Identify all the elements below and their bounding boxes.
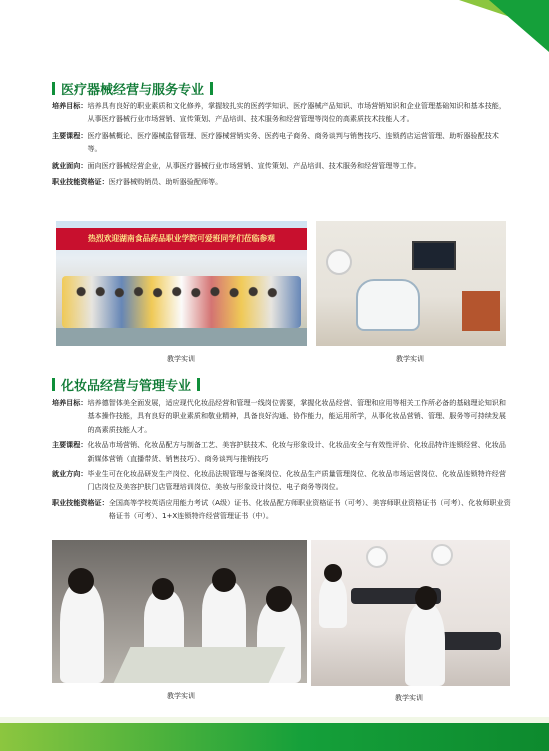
corner-decoration bbox=[489, 0, 549, 52]
photo-student-head bbox=[266, 586, 292, 612]
row-certificates bbox=[52, 496, 512, 523]
section-title: 医疗器械经营与服务专业 bbox=[61, 82, 205, 98]
photo-people bbox=[62, 276, 301, 328]
section-cosmetics bbox=[52, 375, 512, 393]
row-employment bbox=[52, 159, 512, 172]
photo-lab-practice bbox=[52, 540, 307, 683]
caption-photo3: 教学实训 bbox=[167, 692, 195, 700]
photo-student bbox=[60, 582, 104, 683]
row-label: 主要课程： bbox=[52, 440, 88, 450]
row-label: 培养目标： bbox=[52, 101, 88, 110]
row-label: 就业面向： bbox=[52, 160, 88, 170]
photo-student-head bbox=[212, 568, 236, 592]
photo-lamp bbox=[366, 546, 388, 568]
row-training-goal bbox=[52, 396, 512, 436]
heading-bar-left bbox=[52, 82, 55, 95]
photo-person-head bbox=[324, 564, 342, 582]
section-title: 化妆品经营与管理专业 bbox=[61, 378, 192, 394]
photo-chair bbox=[356, 279, 420, 331]
photo-clinic-room bbox=[316, 221, 506, 346]
heading-bar-left bbox=[52, 378, 55, 391]
photo-person bbox=[319, 576, 347, 628]
photo-student-head bbox=[152, 578, 174, 600]
heading-bar-right bbox=[197, 378, 200, 391]
caption-photo1: 教学实训 bbox=[167, 355, 195, 363]
photo-bench bbox=[114, 647, 286, 683]
row-text: 医疗器械概论、医疗器械监督管理、医疗器械营销实务、医药电子商务、商务谈判与销售技巧、连锁药店运营管理、助听器验配技术等。 bbox=[87, 130, 499, 154]
row-label: 主要课程： bbox=[52, 130, 88, 140]
row-text: 毕业生可在化妆品研发生产岗位、化妆品法规管理与备案岗位、化妆品生产质量管理岗位、化妆品市场运营岗位、化妆品连锁特许经营门店岗位及美容护肤门店管理培训岗位、美妆与形象设计岗位、电子商务等岗位。 bbox=[87, 469, 506, 492]
photo-lamp bbox=[326, 249, 352, 275]
photo-monitor bbox=[412, 241, 456, 270]
section-medical-devices bbox=[52, 79, 512, 97]
heading-bar-right bbox=[210, 82, 213, 95]
row-employment bbox=[52, 467, 512, 494]
photo-floor bbox=[56, 328, 307, 346]
photo-person-head bbox=[415, 586, 437, 610]
row-text: 培养德智体美全面发展，适应现代化妆品经营和管理一线岗位需要，掌握化妆品经营、管理和应用等相关工作所必备的基础理论知识和基本操作技能，具有良好的职业素质和敬业精神，具备良好沟通、协作能力，能运用所学，从事化妆品营销、管理、服务等可持续发展的高素质技能人才。 bbox=[87, 398, 506, 434]
photo-banner: 热烈欢迎湖南食品药品职业学院可爱班同学们莅临参观 bbox=[56, 228, 307, 250]
row-label: 培养目标： bbox=[52, 398, 88, 407]
row-label: 就业方向： bbox=[52, 469, 88, 479]
row-text: 培养具有良好的职业素质和文化修养，掌握较扎实的医药学知识、医疗器械产品知识、市场营销知识和企业管理基础知识和基本技能，从事医疗器械行业市场营销、宣传策划、产品培训、技术服务和经营管理等岗位的高素质技术技能人才。 bbox=[87, 101, 506, 124]
row-courses bbox=[52, 129, 512, 156]
row-label: 职业技能资格证： bbox=[52, 177, 109, 187]
section-heading bbox=[52, 375, 512, 393]
row-courses bbox=[52, 438, 512, 465]
caption-photo4: 教学实训 bbox=[395, 694, 423, 702]
row-text: 医疗器械购销员、助听器验配师等。 bbox=[108, 177, 223, 187]
row-text: 面向医疗器械经营企业，从事医疗器械行业市场营销、宣传策划、产品培训、技术服务和经营管理等工作。 bbox=[87, 160, 421, 170]
photo-cabinet bbox=[462, 291, 500, 331]
row-label: 职业技能资格证： bbox=[52, 497, 109, 507]
row-certificates bbox=[52, 175, 512, 188]
section-heading bbox=[52, 79, 512, 97]
photo-lamp bbox=[431, 544, 453, 566]
photo-beauty-room bbox=[311, 540, 510, 686]
section2-rows bbox=[52, 396, 512, 523]
row-text: 全国高等学校英语应用能力考试（A级）证书、化妆品配方师职业资格证书（可考）、美容师职业资格证书（可考）、化妆师职业资格证书（可考）、1+X连锁特许经营管理证书（中）。 bbox=[108, 497, 511, 521]
section1-rows bbox=[52, 99, 512, 188]
photo-group-training bbox=[56, 221, 307, 346]
bottom-band bbox=[0, 723, 549, 751]
photo-student-head bbox=[68, 568, 94, 594]
row-training-goal bbox=[52, 99, 512, 126]
row-text: 化妆品市场营销、化妆品配方与制备工艺、美容护肤技术、化妆与形象设计、化妆品安全与有效性评价、化妆品特许连锁经营、化妆品新媒体营销（直播带货、销售技巧）、商务谈判与推销技巧 bbox=[87, 440, 506, 463]
caption-photo2: 教学实训 bbox=[396, 355, 424, 363]
photo-person bbox=[405, 602, 445, 686]
